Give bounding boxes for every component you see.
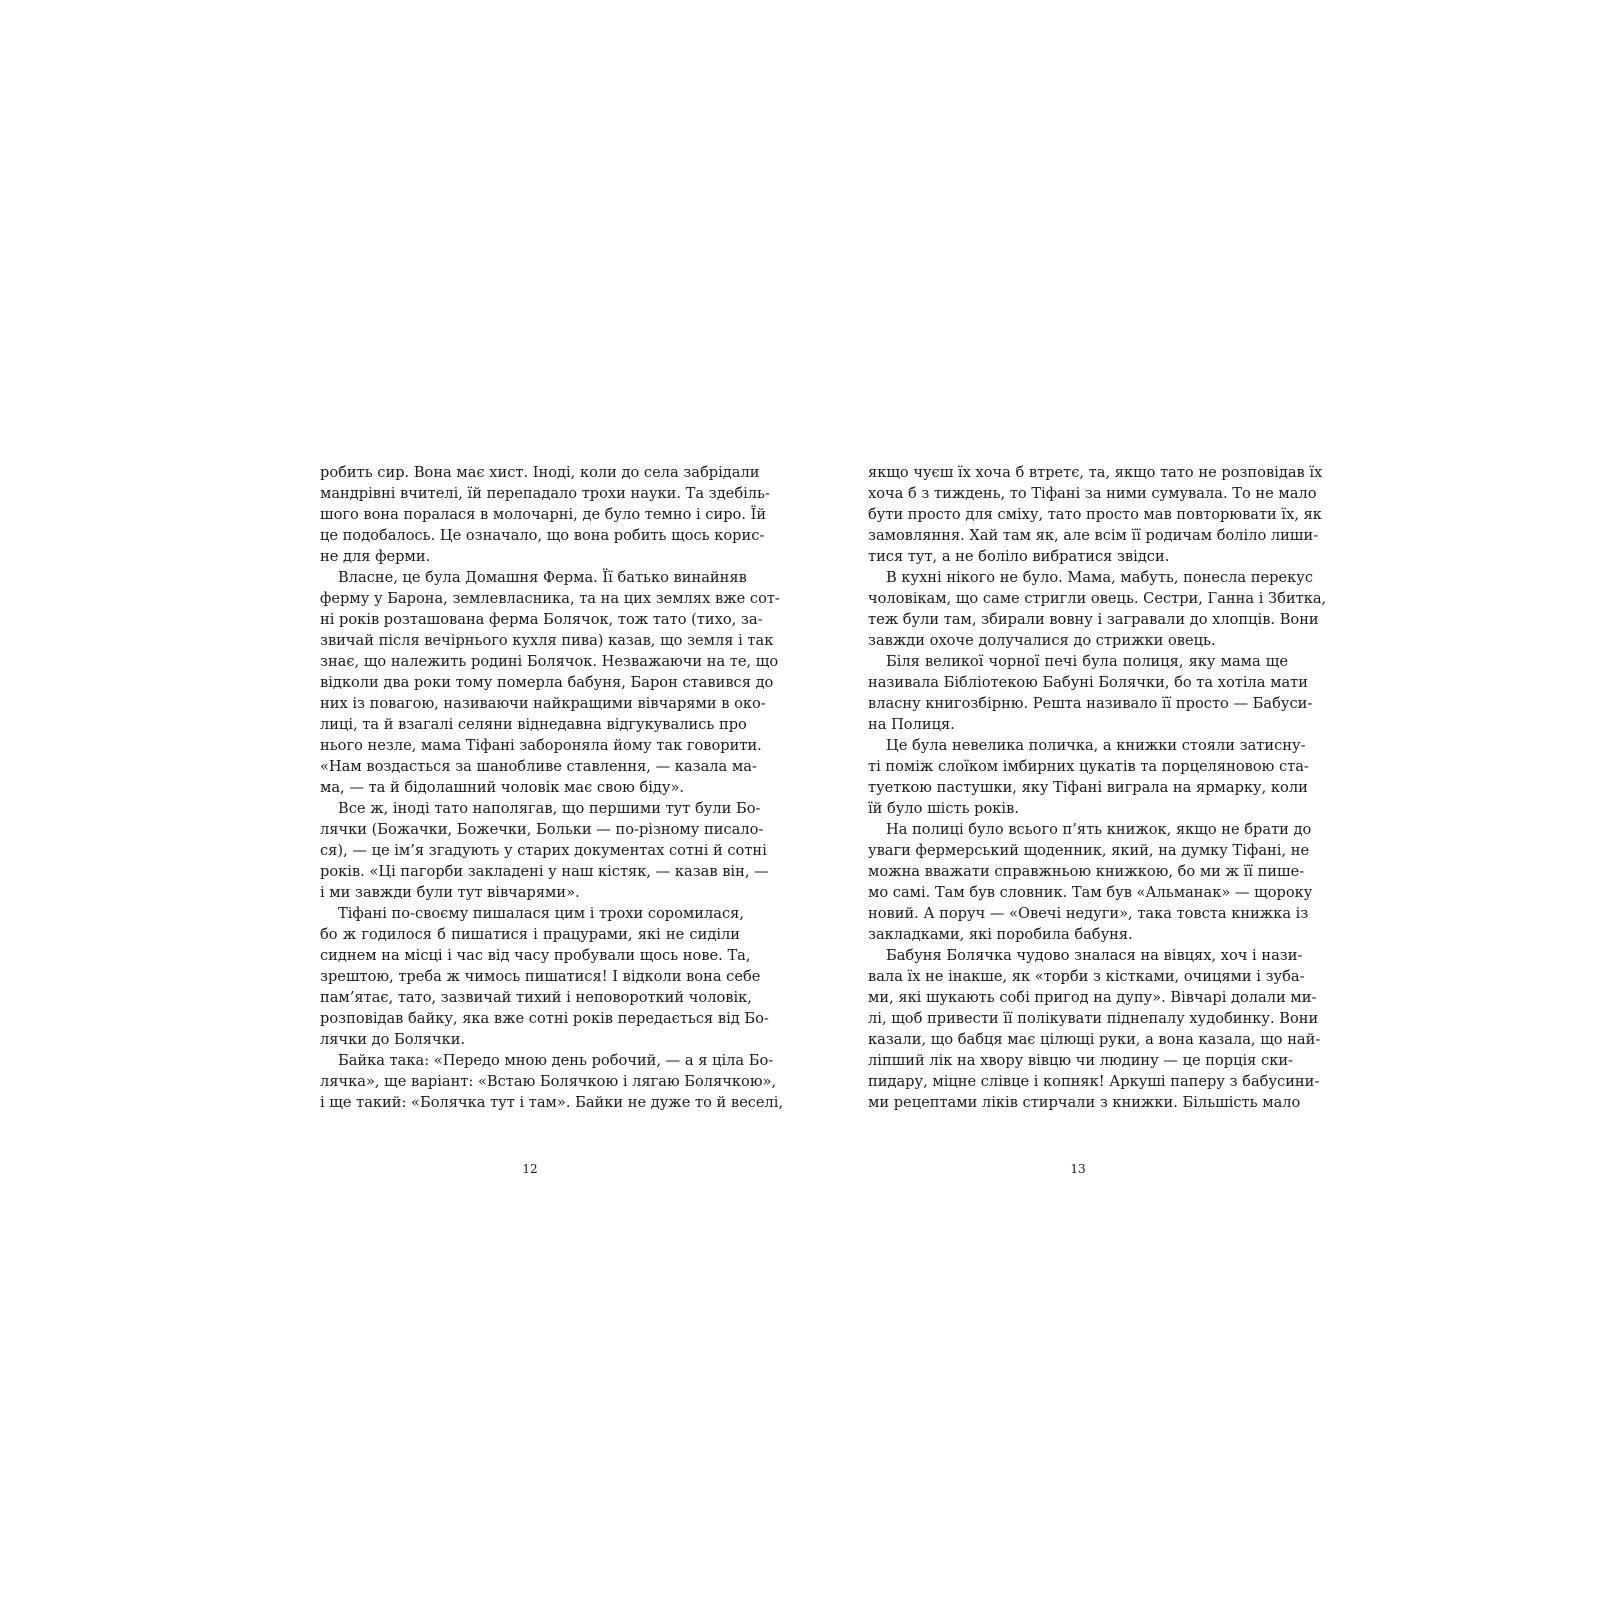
left-page-number: 12 — [522, 1162, 538, 1176]
text-line: сиднем на місці і час від часу пробували щось нове. Та, — [320, 947, 751, 964]
text-line: і ще такий: «Болячка тут і там». Байки не дуже то й веселі, — [320, 1094, 784, 1111]
text-line: теж були там, збирали вовну і загравали до хлопців. Вони — [868, 611, 1319, 628]
text-line: казали, що бабця має цілющі руки, а вона казала, що най- — [868, 1031, 1321, 1048]
text-line: ні років розташована ферма Болячок, тож тато (тихо, за- — [320, 611, 763, 628]
text-line: їй було шість років. — [868, 800, 1019, 817]
right-page-text — [868, 462, 1327, 1113]
text-line: можна вважати справжньою книжкою, бо ми ж її пише- — [868, 863, 1305, 880]
text-line: новий. А поруч — «Овечі недуги», така товста книжка із — [868, 905, 1309, 922]
text-line: і ми завжди були тут вівчарями». — [320, 884, 580, 901]
text-line: ліпший лік на хвору вівцю чи людину — це порція ски- — [868, 1052, 1293, 1069]
text-line: ми рецептами ліків стирчали з книжки. Більшість мало — [868, 1094, 1301, 1111]
text-line: хоча б з тиждень, то Тіфані за ними сумувала. То не мало — [868, 485, 1317, 502]
text-line: власну книгозбірню. Решта називало її просто — Бабуси- — [868, 695, 1313, 712]
text-line: ті поміж слоїком імбирних цукатів та порцеляновою ста- — [868, 758, 1309, 775]
text-line: На полиці було всього п’ять книжок, якщо не брати до — [886, 821, 1312, 838]
text-line: Біля великої чорної печі була полиця, яку мама ще — [886, 653, 1288, 670]
text-line: В кухні нікого не було. Мама, мабуть, понесла перекус — [886, 569, 1313, 586]
text-line: не для ферми. — [320, 548, 431, 565]
text-line: Тіфані по-своєму пишалася цим і трохи соромилася, — [338, 905, 745, 922]
text-line: лі, щоб привести її полікувати піднепалу худобинку. Вони — [868, 1010, 1319, 1027]
text-line: ми, які шукають собі пригод на дупу». Вівчарі долали ми- — [868, 989, 1317, 1006]
text-line: шого вона поралася в молочарні, де було темно і сиро. Їй — [320, 506, 767, 523]
text-line: Це була невелика поличка, а книжки стояли затисну- — [886, 737, 1306, 754]
text-line: тися тут, а не боліло вибратися звідси. — [868, 548, 1170, 565]
text-line: бо ж годилося б пишатися і працурами, які не сиділи — [320, 926, 740, 943]
text-line: лячка», ще варіант: «Встаю Болячкою і лягаю Болячкою», — [320, 1073, 777, 1090]
text-line: бути просто для сміху, тато просто мав повторювати їх, як — [868, 506, 1322, 523]
text-line: розповідав байку, яка вже сотні років передається від Бо- — [320, 1010, 769, 1027]
text-line: знає, що належить родині Болячок. Незважаючи на те, що — [320, 653, 779, 670]
text-line: називала Бібліотекою Бабуні Болячки, бо та хотіла мати — [868, 674, 1308, 691]
text-line: це подобалось. Це означало, що вона робить щось корис- — [320, 527, 765, 544]
text-line: лиці, та й взагалі селяни віднедавна відгукувались про — [320, 716, 747, 733]
text-line: вала їх не інакше, як «торби з кістками, очицями і зуба- — [868, 968, 1305, 985]
text-line: якщо чуєш їх хоча б втретє, та, якщо тато не розповідав їх — [868, 464, 1323, 481]
text-line: пидару, міцне слівце і копняк! Аркуші паперу з бабусини- — [868, 1073, 1320, 1090]
text-line: зрештою, треба ж чимось пишатися! І відколи вона себе — [320, 968, 761, 985]
text-line: ферму у Барона, землевласника, та на цих землях вже сот- — [320, 590, 780, 607]
text-line: них із повагою, називаючи найкращими вівчарями в око- — [320, 695, 766, 712]
text-line: звичай після вечірнього кухля пива) казав, що земля і так — [320, 632, 774, 649]
text-line: чоловікам, що саме стригли овець. Сестри, Ганна і Збитка, — [868, 590, 1327, 607]
text-line: пам’ятає, тато, зазвичай тихий і неповороткий чоловік, — [320, 989, 752, 1006]
text-line: мандрівні вчителі, їй перепадало трохи науки. Та здебіль- — [320, 485, 770, 502]
text-line: лячки (Божачки, Божечки, Больки — по-різному писало- — [320, 821, 764, 838]
text-line: на Полиця. — [868, 716, 955, 733]
text-line: туеткою пастушки, яку Тіфані виграла на ярмарку, коли — [868, 779, 1308, 796]
text-line: закладками, які поробила бабуня. — [868, 926, 1133, 943]
text-line: завжди охоче долучалися до стрижки овець. — [868, 632, 1216, 649]
text-line: років. «Ці пагорби закладені у наш кістяк, — казав він, — — [320, 863, 769, 880]
right-page-number: 13 — [1070, 1162, 1086, 1176]
text-line: робить сир. Вона має хист. Іноді, коли до села забрідали — [320, 464, 760, 481]
text-line: відколи два роки тому померла бабуня, Барон ставився до — [320, 674, 774, 691]
text-line: Все ж, іноді тато наполягав, що першими тут були Бо- — [338, 800, 761, 817]
left-page-text — [320, 462, 784, 1113]
text-line: уваги фермерський щоденник, який, на думку Тіфані, не — [868, 842, 1310, 859]
text-line: ся), — це ім’я згадують у старих документах сотні й сотні — [320, 842, 767, 859]
text-line: нього незле, мама Тіфані забороняла йому так говорити. — [320, 737, 762, 754]
text-line: мо самі. Там був словник. Там був «Альманак» — щороку — [868, 884, 1313, 901]
text-line: «Нам воздасться за шанобливе ставлення, — казала ма- — [320, 758, 757, 775]
text-line: замовляння. Хай там як, але всім її родичам боліло лиши- — [868, 527, 1319, 544]
text-line: лячки до Болячки. — [320, 1031, 466, 1048]
text-line: ма, — та й бідолашний чоловік має свою біду». — [320, 779, 685, 796]
text-line: Бабуня Болячка чудово зналася на вівцях, хоч і нази- — [886, 947, 1303, 964]
text-line: Власне, це була Домашня Ферма. Її батько винайняв — [338, 569, 747, 586]
text-line: Байка така: «Передо мною день робочий, — а я ціла Бо- — [338, 1052, 774, 1069]
